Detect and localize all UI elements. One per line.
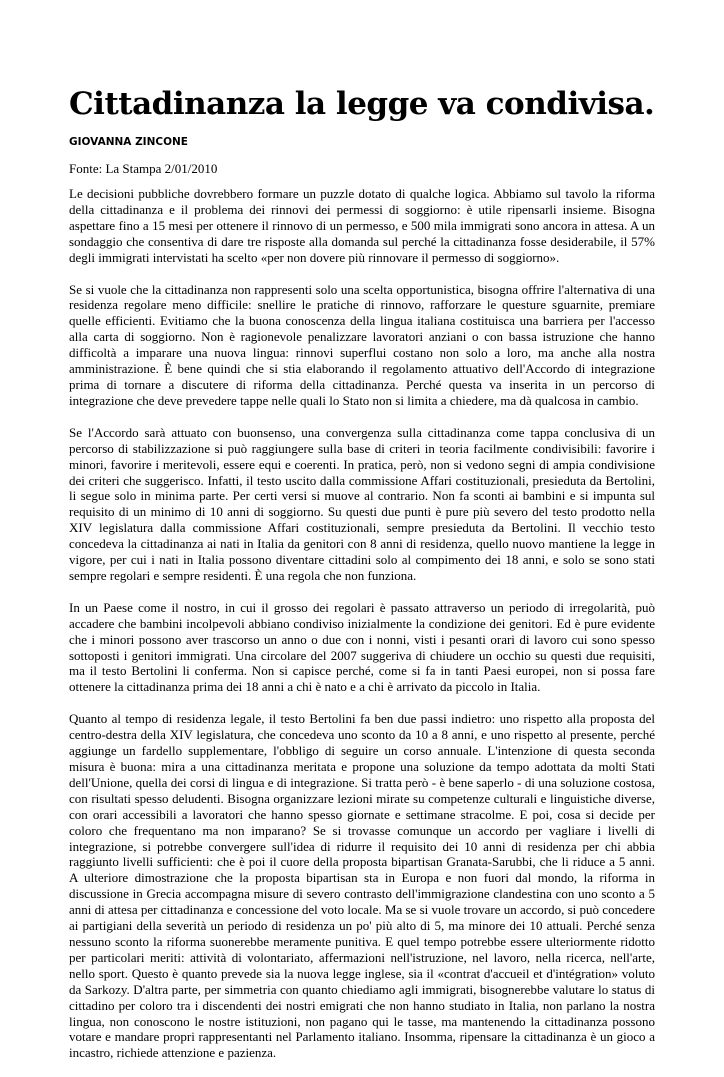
- article-paragraph: Se l'Accordo sarà attuato con buonsenso, una convergenza sulla cittadinanza come tappa conclusiva di un percorso di stabilizzazione si può raggiungere sulla base di criteri in teoria facilmente condivisibili: favorire i minori, favorire i meritevoli, essere equi e coerenti. In pratica, però, non si vedono segni di ampia condivisione dei criteri che suggerisco. Infatti, il testo uscito dalla commissione Affari costituzionali, presieduta da Bertolini, li segue solo in minima parte. Per certi versi si muove al contrario. Non fa sconti ai bambini e si impunta sul requisito di un minimo di 10 anni di soggiorno. Su questi due punti è pure più severo del testo prodotto nella XIV legislatura dalla commissione Affari costituzionali, sempre presieduta da Bertolini. Il vecchio testo concedeva la cittadinanza ai nati in Italia da genitori con 8 anni di residenza, quello nuovo mantiene la legge in vigore, per cui i nati in Italia possono diventare cittadini solo al compimento dei 18 anni, e solo se sono stati sempre regolari e sempre residenti. È una regola che non funziona.: [69, 424, 655, 583]
- article-paragraph: In un Paese come il nostro, in cui il grosso dei regolari è passato attraverso un periodo di irregolarità, può accadere che bambini incolpevoli abbiano condiviso inizialmente la condizione dei genitori. Ed è pure evidente che i minori possono aver trascorso un anno o due con i nonni, visti i pesanti orari di lavoro cui sono spesso sottoposti i genitori immigrati. Una circolare del 2007 suggeriva di chiudere un occhio su questi due requisiti, ma il testo Bertolini li conferma. Non si capisce perché, come si fa in tanti Paesi europei, non si possa fare ottenere la cittadinanza prima dei 18 anni a chi è nato e a chi è arrivato da piccolo in Italia.: [69, 599, 655, 695]
- article-paragraph: Le decisioni pubbliche dovrebbero formare un puzzle dotato di qualche logica. Abbiamo sul tavolo la riforma della cittadinanza e il problema dei rinnovi dei permessi di soggiorno: è utile ripensarli insieme. Bisogna aspettare fino a 15 mesi per ottenere il rinnovo di un permesso, e 500 mila immigrati sono ancora in attesa. A un sondaggio che consentiva di dare tre risposte alla domanda sul perché la cittadinanza fosse desiderabile, il 57% degli immigrati intervistati ha scelto «per non dovere più rinnovare il permesso di soggiorno».: [69, 186, 655, 265]
- article-author: GIOVANNA ZINCONE: [69, 136, 188, 148]
- article-title: Cittadinanza la legge va condivisa.: [69, 86, 655, 122]
- article-source: Fonte: La Stampa 2/01/2010: [69, 161, 218, 176]
- article-paragraph: Se si vuole che la cittadinanza non rappresenti solo una scelta opportunistica, bisogna offrire l'alternativa di una residenza regolare meno difficile: snellire le pratiche di rinnovo, rafforzare le questure sguarnite, premiare quelle efficienti. Evitiamo che la buona conoscenza della lingua italiana costituisca una barriera per l'accesso alla carta di soggiorno. Non è ragionevole penalizzare lavoratori anziani o con bassa istruzione che hanno difficoltà a imparare una nuova lingua: rinnovi superflui costano non solo a loro, ma anche alla nostra amministrazione. È bene quindi che si stia elaborando il regolamento attuativo dell'Accordo di integrazione prima di tornare a discutere di riforma della cittadinanza. Perché questa va inserita in un percorso di integrazione che deve prevedere tappe nelle quali lo Stato non si limita a chiedere, ma dà qualcosa in cambio.: [69, 281, 655, 408]
- article-paragraph: Quanto al tempo di residenza legale, il testo Bertolini fa ben due passi indietro: uno rispetto alla proposta del centro-destra della XIV legislatura, che concedeva uno sconto da 10 a 8 anni, e uno rispetto al presente, perché aggiunge un fardello supplementare, l'obbligo di seguire un corso annuale. L'intenzione di questa seconda misura è buona: mira a una cittadinanza meritata e propone una soluzione da tempo adottata da molti Stati dell'Unione, quella dei corsi di lingua e di integrazione. Si tratta però - è bene saperlo - di una soluzione costosa, con risultati spesso deludenti. Bisogna organizzare lezioni mirate su competenze culturali e linguistiche diverse, con orari accessibili a lavoratori che hanno spesso giornate e settimane stracolme. E poi, cosa si decide per coloro che frequentano ma non imparano? Se si trovasse comunque un accordo per vagliare i livelli di integrazione, si potrebbe convergere sull'idea di ridurre il requisito dei 10 anni di residenza per chi abbia raggiunto livelli sufficienti: che è poi il cuore della proposta bipartisan Granata-Sarubbi, che li riduce a 5 anni. A ulteriore dimostrazione che la proposta bipartisan sta in Europa e non fuori dal mondo, la riforma in discussione in Grecia accompagna misure di severo contrasto dell'immigrazione clandestina con uno sconto a 5 anni di attesa per cittadinanza e concessione del voto locale. Ma se si vuole trovare un accordo, si può concedere ai partigiani della severità un periodo di residenza un po' più alto di 5, ma minore dei 10 attuali. Perché senza nessuno sconto la riforma suonerebbe meramente punitiva. E quel tempo potrebbe essere ulteriormente ridotto per particolari meriti: attività di volontariato, affermazioni nell'istruzione, nel lavoro, nella ricerca, nell'arte, nello sport. Questo è quanto prevede sia la nuova legge inglese, sia il «contrat d'accueil et d'intégration» voluto da Sarkozy. D'altra parte, per simmetria con quanto chiediamo agli immigrati, bisognerebbe valutare lo status di cittadino per coloro tra i discendenti dei nostri emigrati che non hanno studiato in Italia, non parlano la nostra lingua, non conoscono le nostre istituzioni, non pagano qui le tasse, ma mantenendo la cittadinanza possono votare e mandare propri rappresentanti nel Parlamento italiano. Insomma, ripensare la cittadinanza è un gioco a incastro, richiede attenzione e pazienza.: [69, 711, 655, 1061]
- article-body: [69, 186, 655, 1077]
